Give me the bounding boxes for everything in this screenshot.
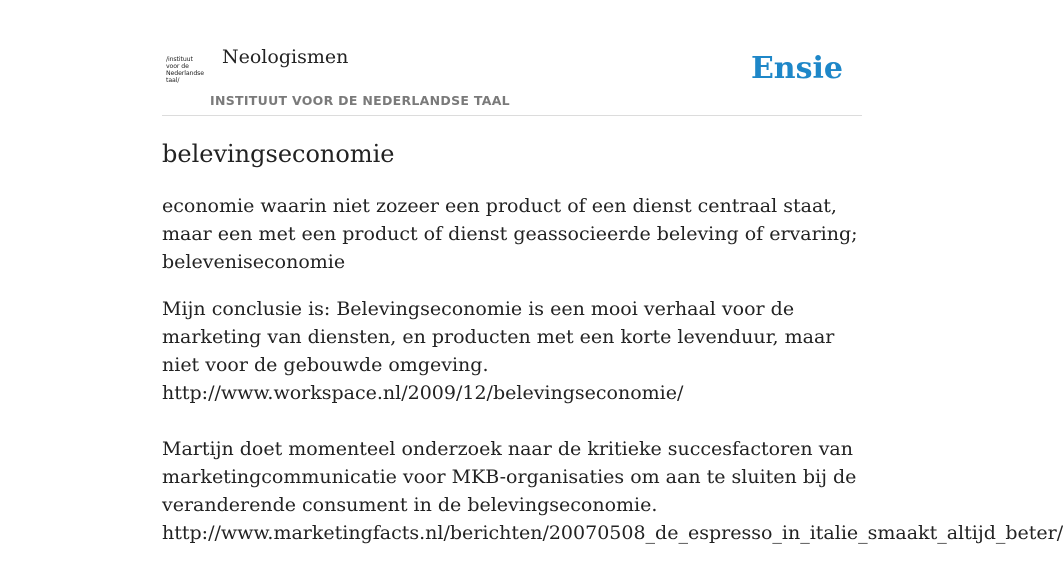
example-item: [162, 435, 1063, 547]
entry-definition: economie waarin niet zozeer een product of een dienst centraal staat, maar een met een product of dienst geassocieerde beleving of ervaring; beleveniseconomie: [162, 195, 858, 273]
organization-name: INSTITUUT VOOR DE NEDERLANDSE TAAL: [210, 93, 510, 108]
site-header: [162, 40, 862, 116]
example-item: [162, 295, 862, 407]
logo-line: /instituut: [166, 56, 193, 63]
logo-line: taal/: [166, 77, 180, 84]
ivdnt-logo[interactable]: [166, 56, 208, 90]
site-title[interactable]: Neologismen: [222, 46, 349, 68]
ensie-brand-logo[interactable]: Ensie: [750, 51, 843, 86]
example-source-link[interactable]: http://www.marketingfacts.nl/berichten/20070508_de_espresso_in_italie_smaakt_altijd_beter/: [162, 522, 1063, 544]
example-source-link[interactable]: http://www.workspace.nl/2009/12/belevingseconomie/: [162, 382, 684, 404]
logo-line: Nederlandse: [166, 70, 205, 77]
example-quote: Mijn conclusie is: Belevingseconomie is een mooi verhaal voor de marketing van diensten, en producten met een korte levenduur, maar niet voor de gebouwde omgeving.: [162, 298, 835, 376]
entry-content: [162, 138, 1063, 575]
entry-term: belevingseconomie: [162, 140, 395, 168]
example-list: [162, 295, 1063, 547]
logo-line: voor de: [166, 63, 189, 70]
example-quote: Martijn doet momenteel onderzoek naar de kritieke succesfactoren van marketingcommunicatie voor MKB-organisaties om aan te sluiten bij de veranderende consument in de belevingseconomie.: [162, 438, 857, 516]
